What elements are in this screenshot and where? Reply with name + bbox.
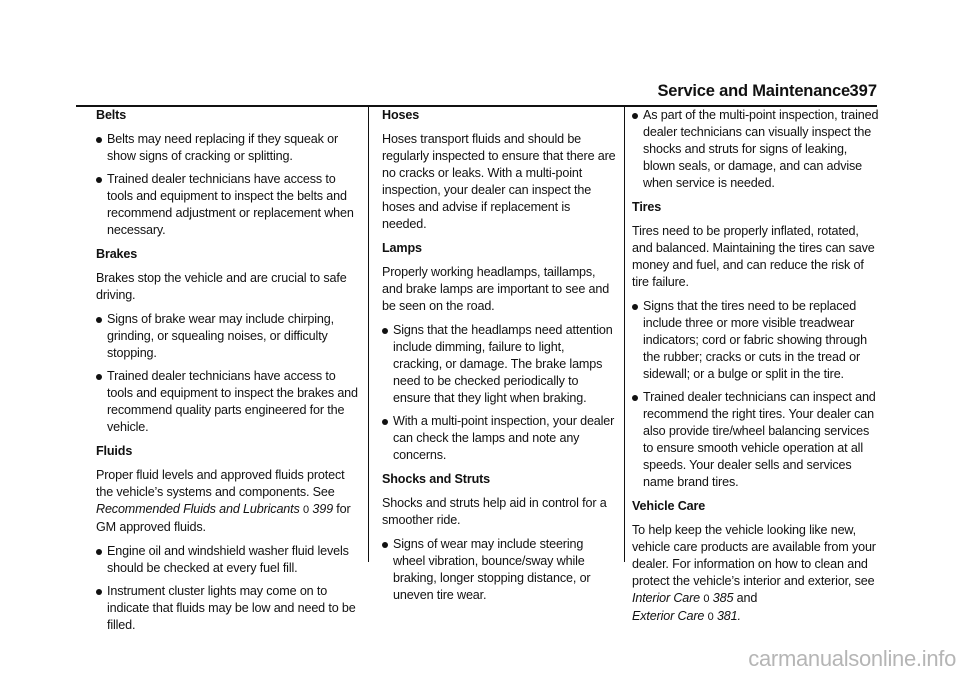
- page-ref-arrow-icon: 0: [303, 504, 309, 516]
- page-ref-number[interactable]: 399: [312, 502, 333, 516]
- page-ref-number[interactable]: 381: [716, 609, 738, 623]
- heading-fluids: Fluids: [96, 444, 133, 458]
- lamps-list: [382, 322, 616, 464]
- list-item: Trained dealer technicians have access to tools and equipment to inspect the belts and recommend adjustment or replacement when necessary.: [96, 171, 358, 239]
- tires-list: [632, 298, 882, 491]
- list-item: Trained dealer technicians have access to tools and equipment to inspect the brakes and recommend quality parts engineered for the vehicle.: [96, 368, 358, 436]
- list-item: With a multi-point inspection, your dealer can check the lamps and note any concerns.: [382, 413, 616, 464]
- fluids-intro: [96, 467, 358, 536]
- page-header: [0, 80, 960, 104]
- page-ref-number[interactable]: 385: [712, 591, 734, 605]
- list-item: Belts may need replacing if they squeak or show signs of cracking or splitting.: [96, 131, 358, 165]
- shocks-intro: Shocks and struts help aid in control for a smoother ride.: [382, 496, 607, 527]
- column-left: [96, 107, 358, 641]
- list-item: As part of the multi-point inspection, trained dealer technicians can visually inspect the shocks and struts for signs of leaking, blown seals, or damage, and can advise when service is needed.: [632, 107, 882, 192]
- section-title: Service and Maintenance: [657, 82, 850, 100]
- watermark: carmanualsonline.info: [748, 646, 956, 671]
- column-divider: [624, 107, 625, 562]
- column-middle: [382, 107, 616, 611]
- belts-list: [96, 131, 358, 239]
- list-item: Instrument cluster lights may come on to indicate that fluids may be low and need to be filled.: [96, 583, 358, 634]
- page-number: 397: [849, 82, 877, 100]
- brakes-intro: Brakes stop the vehicle and are crucial to safe driving.: [96, 271, 347, 302]
- vehicle-care-intro: To help keep the vehicle looking like new, vehicle care products are available from your dealer. For information on how to clean and protect the vehicle’s interior and exterior, see: [632, 523, 876, 588]
- fluids-intro-end: for GM approved fluids.: [96, 502, 351, 534]
- page-ref-arrow-icon: 0: [703, 593, 710, 605]
- link-recommended-fluids[interactable]: Recommended Fluids and Lubricants: [96, 502, 300, 516]
- list-item: Signs of wear may include steering wheel vibration, bounce/sway while braking, longer stopping distance, or uneven tire wear.: [382, 536, 616, 604]
- vehicle-care-mid: and: [733, 591, 758, 605]
- column-divider: [368, 107, 369, 562]
- shocks-continued-list: [632, 107, 882, 192]
- list-item: Signs that the tires need to be replaced include three or more visible treadwear indicators; cord or fabric showing through the rubber; cracks or cuts in the tread or sidewall; or a bulge or split in the tire.: [632, 298, 882, 383]
- page-ref-arrow-icon: 0: [707, 611, 714, 623]
- link-interior-care[interactable]: Interior Care: [632, 591, 701, 605]
- vehicle-care-end: .: [737, 609, 741, 623]
- link-exterior-care[interactable]: Exterior Care: [632, 609, 705, 623]
- fluids-list: [96, 543, 358, 634]
- tires-intro: Tires need to be properly inflated, rotated, and balanced. Maintaining the tires can save money and fuel, and can reduce the risk of tire failure.: [632, 224, 875, 289]
- column-right: [632, 107, 882, 626]
- list-item: Signs that the headlamps need attention include dimming, failure to light, cracking, or damage. The brake lamps need to be checked periodically to ensure that they light when braking.: [382, 322, 616, 407]
- shocks-list: [382, 536, 616, 604]
- heading-lamps: Lamps: [382, 241, 422, 255]
- heading-shocks-struts: Shocks and Struts: [382, 472, 491, 486]
- heading-tires: Tires: [632, 200, 662, 214]
- heading-hoses: Hoses: [382, 108, 420, 122]
- heading-belts: Belts: [96, 108, 127, 122]
- heading-brakes: Brakes: [96, 247, 138, 261]
- list-item: Signs of brake wear may include chirping, grinding, or squealing noises, or difficulty stopping.: [96, 311, 358, 362]
- list-item: Trained dealer technicians can inspect and recommend the right tires. Your dealer can also provide tire/wheel balancing services to ensure smooth vehicle operation at all speeds. Your dealer sells and services name brand tires.: [632, 389, 882, 491]
- lamps-intro: Properly working headlamps, taillamps, and brake lamps are important to see and be seen on the road.: [382, 265, 610, 313]
- brakes-list: [96, 311, 358, 436]
- heading-vehicle-care: Vehicle Care: [632, 499, 706, 513]
- hoses-text: Hoses transport fluids and should be regularly inspected to ensure that there are no cracks or leaks. With a multi-point inspection, your dealer can inspect the hoses and advise if replacement is needed.: [382, 132, 616, 231]
- list-item: Engine oil and windshield washer fluid levels should be checked at every fuel fill.: [96, 543, 358, 577]
- fluids-intro-start: Proper fluid levels and approved fluids protect the vehicle’s systems and components. See: [96, 468, 345, 499]
- vehicle-care-text: [632, 522, 882, 626]
